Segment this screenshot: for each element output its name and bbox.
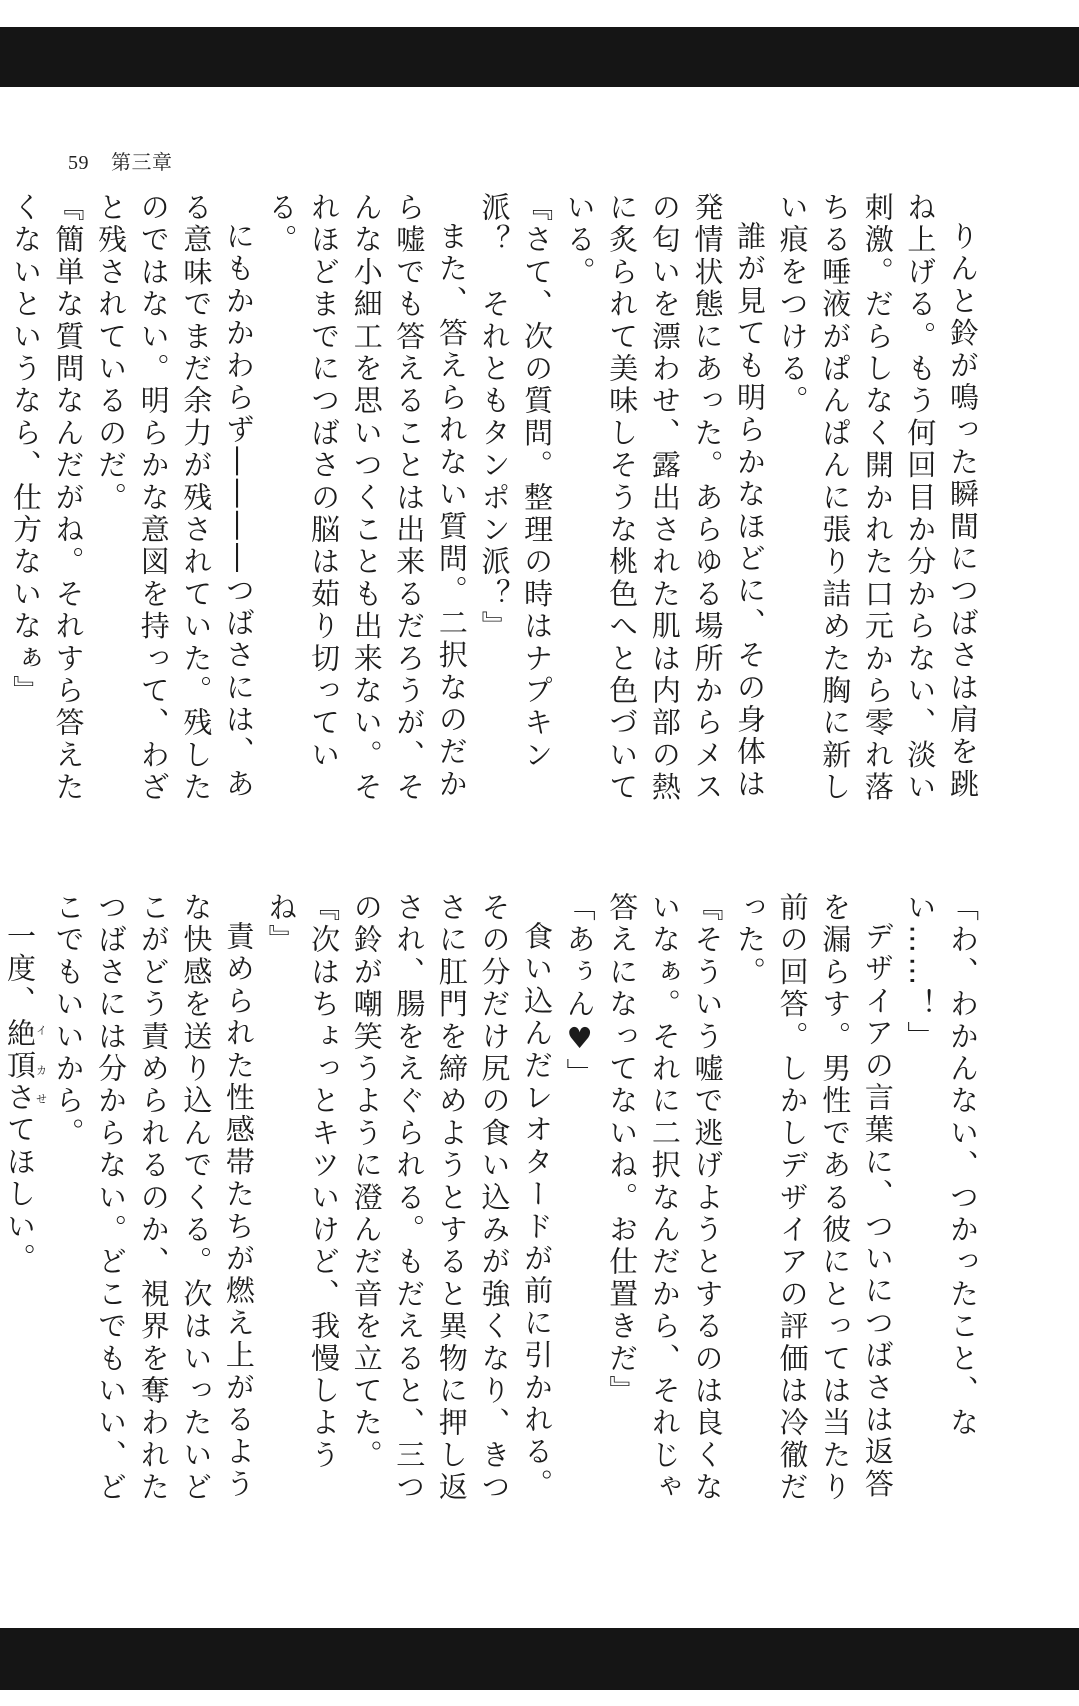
chapter-title: 第三章 xyxy=(111,152,173,174)
paragraph: 『さて、次の質問。整理の時はナプキン派？ それともタンポン派？』 xyxy=(477,192,555,772)
paragraph: 『そういう嘘で逃げようとするのは良くないなぁ。それに二択なんだから、それじゃ答えになってないね。お仕置きだ』 xyxy=(605,892,725,1504)
paragraph-with-ruby xyxy=(0,892,47,1512)
paragraph: にもかかわらず――――つばさには、ある意味でまだ余力が残されていた。残したのではない。明らかな意図を持って、わざと残されているのだ。 xyxy=(94,192,256,804)
ruby-reading: せ xyxy=(34,1082,48,1115)
ruby-annotation xyxy=(2,1082,48,1115)
paragraph: 「あぅん♥」 xyxy=(562,892,597,1091)
paragraph: 『簡単な質問なんだがね。それすら答えたくないというなら、仕方ないなぁ』 xyxy=(8,192,86,804)
paragraph: 『次はちょっとキツいけど、我慢しようね』 xyxy=(264,892,342,1472)
ruby-base: さ xyxy=(2,1082,37,1115)
text-span: 一度、 xyxy=(2,921,37,1018)
ruby-annotation xyxy=(2,1017,48,1083)
paragraph: また、答えられない質問。二択なのだから嘘でも答えることは出来るだろうが、そんな小細工を思いつくことも出来ない。それほどまでにつばさの脳は茹り切っている。 xyxy=(264,192,469,804)
paragraph: 誰が見ても明らかなほどに、その身体は発情状態にあった。あらゆる場所からメスの匂いを漂わせ、露出された肌は内部の熱に炙られて美味しそうな桃色へと色づいている。 xyxy=(562,192,768,804)
paragraph: 責められた性感帯たちが燃え上がるような快感を送り込んでくる。次はいったいどこがどう責められるのか、視界を奪われたつばさには分からない。どこでもいい、どこでもいいから。 xyxy=(51,892,256,1504)
paragraph: 食い込んだレオタードが前に引かれる。その分だけ尻の食い込みが強くなり、きつさに肛門を締めようとすると異物に押し返され、腸をえぐられる。もだえると、三つの鈴が嘲笑うように澄んだ音を立てた。 xyxy=(349,892,555,1504)
ruby-reading: イ カ xyxy=(34,1017,48,1083)
paragraph: 「わ、わかんない、つかったこと、ない……！」 xyxy=(903,892,980,1440)
text-span: てほしい。 xyxy=(2,1114,37,1276)
paragraph: デザイアの言葉に、ついにつばさは返答を漏らす。男性である彼にとっては当たり前の回答。しかしデザイアの評価は冷徹だった。 xyxy=(733,892,895,1504)
lower-text-block xyxy=(2,892,984,1512)
paragraph: りんと鈴が鳴った瞬間につばさは肩を跳ね上げる。もう何回目か分からない、淡い刺激。だらしなく開かれた口元から零れ落ちる唾液がぱんぱんに張り詰めた胸に新しい痕をつける。 xyxy=(775,192,980,804)
ruby-base: 絶頂 xyxy=(2,1017,37,1083)
top-black-bar xyxy=(0,27,1079,87)
bottom-black-bar xyxy=(0,1628,1079,1690)
running-head xyxy=(68,146,173,175)
upper-text-block xyxy=(8,192,984,812)
page-number: 59 xyxy=(68,152,89,174)
